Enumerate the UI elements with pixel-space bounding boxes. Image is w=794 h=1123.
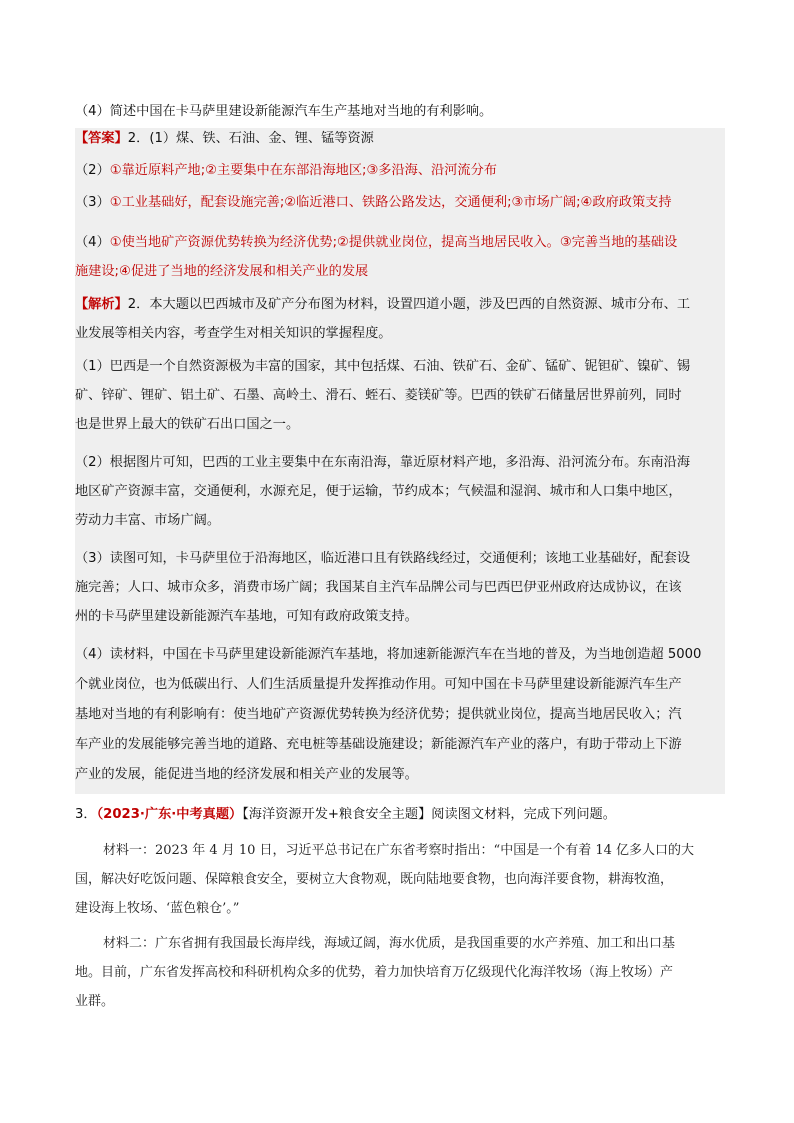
analysis-p4-line: 车产业的发展能够完善当地的道路、充电桩等基础设施建设；新能源汽车产业的落户，有助于带动上下游 [75, 737, 682, 752]
material-1-line: 材料一：2023 年 4 月 10 日，习近平总书记在广东省考察时指出：“中国是一个有着 14 亿多人口的大 [103, 843, 695, 858]
answer-2-prefix: （2） [75, 163, 110, 178]
material-2-line: 材料二：广东省拥有我国最长海岸线，海域辽阔，海水优质，是我国重要的水产养殖、加工和出口基 [103, 936, 676, 951]
answer-lead: 2．(1）煤、铁、石油、金、锂、锰等资源 [127, 131, 374, 146]
analysis-p4-line: 基地对当地的有利影响有：使当地矿产资源优势转换为经济优势；提供就业岗位，提高当地居民收入；汽 [75, 707, 682, 722]
question-3-theme: 【海洋资源开发+粮食安全主题】 [242, 807, 432, 822]
question-4-prompt: （4）简述中国在卡马萨里建设新能源汽车生产基地对当地的有利影响。 [75, 104, 493, 119]
analysis-p1-line: 也是世界上最大的铁矿石出口国之一。 [75, 417, 300, 432]
material-2-line: 地。目前，广东省发挥高校和科研机构众多的优势，着力加快培育万亿级现代化海洋牧场（海上牧场）产 [75, 965, 674, 980]
answer-4a-text: ①使当地矿产资源优势转换为经济优势;②提供就业岗位，提高当地居民收入。③完善当地的基础设 [109, 235, 678, 250]
analysis-p1-line: （1）巴西是一个自然资源极为丰富的国家，其中包括煤、石油、铁矿石、金矿、锰矿、铌钽矿、镍矿、锡 [75, 359, 691, 374]
analysis-p2-line: 地区矿产资源丰富，交通便利，水源充足，便于运输，节约成本；气候温和湿润、城市和人口集中地区， [75, 484, 682, 499]
answer-line-1 [75, 128, 725, 160]
analysis-paragraph-3 [75, 540, 725, 636]
analysis-intro [75, 286, 725, 348]
answer-line-3 [75, 192, 725, 224]
analysis-intro-b: 业发展等相关内容，考查学生对相关知识的掌握程度。 [75, 326, 392, 341]
analysis-p3-line: 施完善；人口、城市众多，消费市场广阔；我国某自主汽车品牌公司与巴西巴伊亚州政府达成协议，在该 [75, 580, 682, 595]
material-1-line: 建设海上牧场、‘蓝色粮仓’。” [75, 901, 240, 916]
answer-2-text: ①靠近原料产地;②主要集中在东部沿海地区;③多沿海、沿河流分布 [109, 163, 497, 178]
answer-3-prefix: （3） [75, 195, 110, 210]
analysis-p2-line: （2）根据图片可知，巴西的工业主要集中在东南沿海，靠近原材料产地，多沿海、沿河流分布。东南沿海 [75, 455, 691, 470]
material-2 [75, 929, 725, 1016]
answer-line-4 [75, 224, 725, 286]
analysis-intro-first [75, 290, 725, 319]
answer-4-prefix: （4） [75, 235, 110, 250]
answer-line-2 [75, 160, 725, 192]
answer-tag: 【答案】 [75, 131, 128, 146]
analysis-paragraph-1 [75, 348, 725, 444]
material-1 [75, 836, 725, 923]
question-3-instruction: 阅读图文材料，完成下列问题。 [431, 807, 616, 822]
analysis-p3-line: （3）读图可知，卡马萨里位于沿海地区，临近港口且有铁路线经过，交通便利；该地工业基础好，配套设 [75, 551, 691, 566]
answer-4-first [75, 228, 725, 257]
analysis-p3-line: 州的卡马萨里建设新能源汽车基地，可知有政府政策支持。 [75, 609, 418, 624]
answer-3-text: ①工业基础好，配套设施完善;②临近港口、铁路公路发达，交通便利;③市场广阔;④政府政策支持 [109, 195, 672, 210]
analysis-tag: 【解析】 [75, 297, 128, 312]
analysis-p1-line: 矿、锌矿、锂矿、铝土矿、石墨、高岭土、滑石、蛭石、菱镁矿等。巴西的铁矿石储量居世界前列，同时 [75, 388, 682, 403]
question-3-source: （2023·广东·中考真题） [96, 807, 243, 822]
analysis-p4-line: 个就业岗位，也为低碳出行、人们生活质量提升发挥推动作用。可知中国在卡马萨里建设新能源汽车生产 [75, 677, 682, 692]
analysis-p4-line: （4）读材料，中国在卡马萨里建设新能源汽车基地，将加速新能源汽车在当地的普及，为当地创造超 5000 [75, 647, 702, 662]
material-2-line: 业群。 [75, 994, 115, 1009]
analysis-p2-line: 劳动力丰富、市场广阔。 [75, 513, 221, 528]
analysis-paragraph-2 [75, 444, 725, 540]
question-3-heading [75, 800, 725, 830]
material-1-line: 国，解决好吃饭问题、保障粮食安全，要树立大食物观，既向陆地要食物，也向海洋要食物，耕海牧渔， [75, 872, 674, 887]
question-3-number: 3． [75, 807, 97, 822]
content-column [75, 96, 725, 1016]
analysis-p4-line: 产业的发展，能促进当地的经济发展和相关产业的发展等。 [75, 767, 418, 782]
answer-4b-text: 施建设;④促进了当地的经济发展和相关产业的发展 [75, 264, 369, 279]
analysis-paragraph-4 [75, 636, 725, 794]
analysis-intro-a: 2．本大题以巴西城市及矿产分布图为材料，设置四道小题，涉及巴西的自然资源、城市分布、工 [127, 297, 691, 312]
answer-block [75, 128, 725, 794]
